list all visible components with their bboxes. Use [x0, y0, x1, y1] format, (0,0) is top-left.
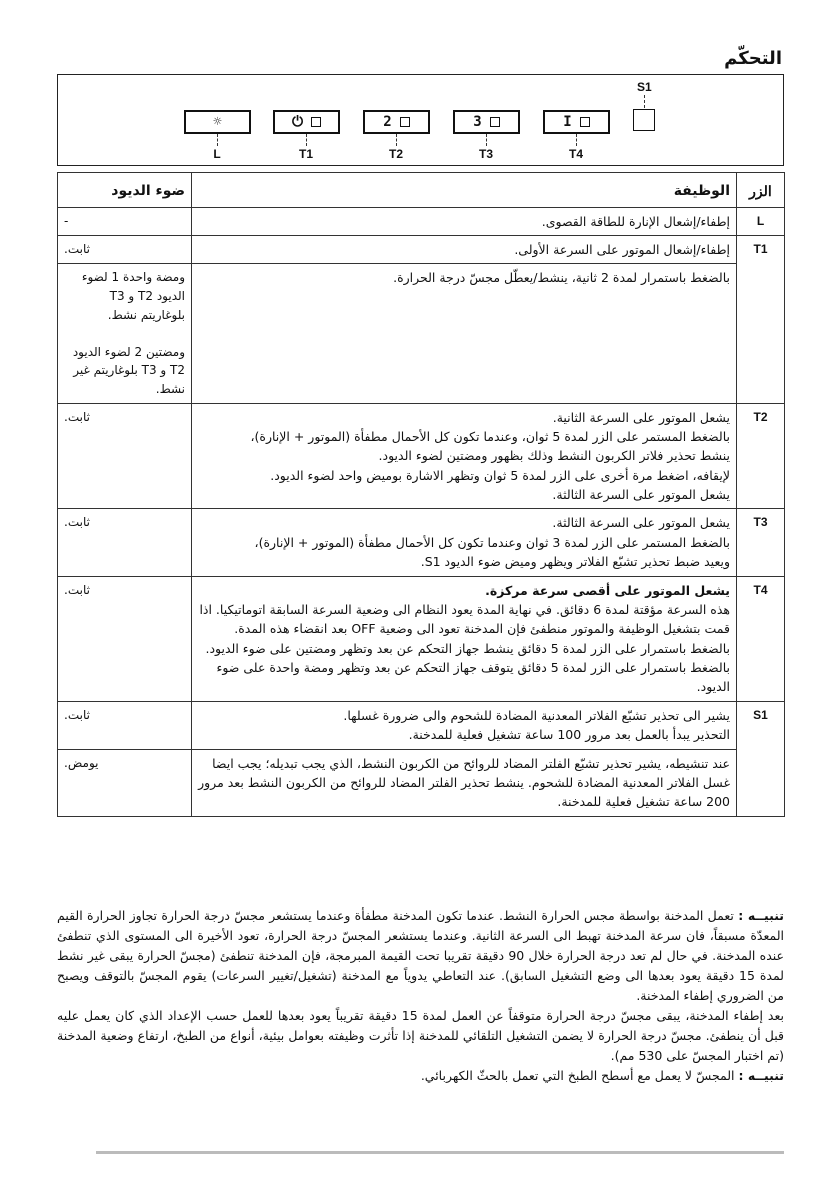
row-led: يومض. — [58, 749, 192, 816]
row-key: L — [737, 207, 785, 235]
label-l: L — [213, 147, 221, 161]
table-header-row — [58, 173, 785, 208]
row-function: يشعل الموتور على السرعة الثالثة. بالضغط المستمر على الزر لمدة 3 ثوان وعندما تكون كل الأحمال مطفأة (الموتور + الإنارة)، ويعيد ضبط تحذير تشبّع الفلاتر ويظهر وميض ضوء الديود S1. — [192, 509, 737, 576]
button-l — [184, 110, 251, 134]
label-s1: S1 — [637, 80, 652, 94]
row-function: عند تنشيطه، يشير تحذير تشبّع الفلتر المضاد للروائح من الكربون النشط، الذي يجب تبديله؛ يجب ايضا غسل الفلاتر المعدنية المضادة للشحوم. ينشط تحذير الفلتر المضاد للروائح من الكربون النشط بعد مرور 200 ساعة تشغيل فعلية للمدخنة. — [192, 749, 737, 816]
row-function: إطفاء/إشعال الموتور على السرعة الأولى. — [192, 236, 737, 264]
header-led: ضوء الديود — [58, 173, 192, 208]
row-led: ثابت. — [58, 509, 192, 576]
filter-indicator-s1 — [633, 109, 655, 131]
row-key: S1 — [737, 701, 785, 816]
row-led: ثابت. — [58, 701, 192, 749]
table-row — [58, 749, 785, 816]
table-row — [58, 236, 785, 264]
table-row — [58, 207, 785, 235]
label-t4: T4 — [568, 147, 584, 161]
row-key: T1 — [737, 236, 785, 404]
row-function: بالضغط باستمرار لمدة 2 ثانية، ينشط/يعطّل مجسّ درجة الحرارة. — [192, 264, 737, 403]
label-t3: T3 — [478, 147, 494, 161]
label-t1: T1 — [298, 147, 314, 161]
table-row — [58, 576, 785, 701]
row-function: يشعل الموتور على أقصى سرعة مركزة. هذه السرعة مؤقتة لمدة 6 دقائق. في نهاية المدة يعود النظام الى وضعية السرعة السابقة اتوماتيكيا. اذا قمت بتشغيل الوظيفة والموتور منطفئ فإن المدخنة تعود الى وضعية OFF بعد انقضاء هذه المدة. بالضغط باستمرار على الزر لمدة 5 دقائق ينشط جهاز التحكم عن بعد وتظهر ومضتين على ضوء الديود. بالضغط باستمرار على الزر لمدة 5 دقائق يتوقف جهاز التحكم عن بعد وتظهر ومضة واحدة على ضوء الديود. — [192, 576, 737, 701]
row-function: إطفاء/إشعال الإنارة للطاقة القصوى. — [192, 207, 737, 235]
page-title: التحكّم — [724, 48, 782, 69]
row-led: ثابت. — [58, 403, 192, 509]
intensive-icon: I — [563, 114, 572, 130]
button-t2 — [363, 110, 430, 134]
button-t4 — [543, 110, 610, 134]
note-paragraph: تعمل المدخنة بواسطة مجس الحرارة النشط. عندما تكون المدخنة مطفأة وعندما يستشعر مجسّ درجة الحرارة تجاوز الحرارة القيم المعدّة مسبقاً، فان سرعة المدخنة تهبط الى السرعة الثانية. وعندما يستشعر المجسّ درجة الحرارة، تعود الأخيرة الى المستوى الذي تنطفئ عنده المدخنة. في حال لم تعد درجة الحرارة خلال 90 دقيقة تقريبا تحت القيمة المبرمجة، فإن المدخنة تنطفئ (مجسّ الحرارة يبقى غير نشط لمدة 15 دقيقة يعود بعدها الى وضع التشغيل السابق). عند التعاطي يدوياً مع المدخنة (تشغيل/تغيير السرعات) يقوم المجسّ بالتوقف ويصبح من الضروري إطفاء المدخنة. — [57, 908, 784, 1003]
control-panel-diagram — [57, 74, 784, 166]
table-row — [58, 264, 785, 403]
header-function: الوظيفة — [192, 173, 737, 208]
row-key: T4 — [737, 576, 785, 701]
light-icon: ☼ — [213, 114, 222, 130]
row-key: T3 — [737, 509, 785, 576]
row-led: ثابت. — [58, 576, 192, 701]
table-row — [58, 701, 785, 749]
note-paragraph: المجسّ لا يعمل مع أسطح الطبخ التي تعمل بالحثّ الكهربائي. — [420, 1068, 735, 1083]
button-t1 — [273, 110, 340, 134]
row-function: يشعل الموتور على السرعة الثانية. بالضغط المستمر على الزر لمدة 5 ثوان، وعندما تكون كل الأحمال مطفأة (الموتور + الإنارة)، ينشط تحذير فلاتر الكربون النشط وذلك بظهور ومضتين لضوء الديود. لإيقافه، اضغط مرة أخرى على الزر لمدة 5 ثوان وتظهر الاشارة بوميض واحد لضوء الديود. يشعل الموتور على السرعة الثالثة. — [192, 403, 737, 509]
note-label: تنبيــه : — [738, 1068, 784, 1083]
row-function: يشير الى تحذير تشبّع الفلاتر المعدنية المضادة للشحوم والى ضرورة غسلها. التحذير يبدأ بالعمل بعد مرور 100 ساعة تشغيل فعلية للمدخنة. — [192, 701, 737, 749]
button-t3 — [453, 110, 520, 134]
note-paragraph: بعد إطفاء المدخنة، يبقى مجسّ درجة الحرارة متوقفاً عن العمل لمدة 15 دقيقة تقريباً يعود بعدها للعمل حسب الإعداد الذي كان يعمل عليه قبل أن ينطفئ. مجسّ درجة الحرارة لا يضمن التشغيل التلقائي للمدخنة إذا تأثرت وظيفته بعوامل بيئية، أنواع من الطبخ، ارتفاع وضعية المدخنة (تم اختبار المجسّ على 530 مم). — [57, 1008, 784, 1063]
row-key: T2 — [737, 403, 785, 509]
table-row — [58, 509, 785, 576]
speed-2-icon: 2 — [383, 114, 392, 130]
footer-rule — [96, 1151, 784, 1154]
note-label: تنبيــه : — [738, 908, 784, 923]
row-led: ومضة واحدة 1 لضوء الديود T2 و T3 بلوغاريتم نشط. ومضتين 2 لضوء الديود T2 و T3 بلوغاريتم غير نشط. — [58, 264, 192, 403]
table-row — [58, 403, 785, 509]
header-key: الزر — [737, 173, 785, 208]
row-led: ثابت. — [58, 236, 192, 264]
notes-section — [57, 906, 784, 1086]
speed-3-icon: 3 — [473, 114, 482, 130]
function-table — [57, 172, 785, 817]
row-led: - — [58, 207, 192, 235]
label-t2: T2 — [388, 147, 404, 161]
power-icon: ⏻ — [291, 114, 304, 130]
